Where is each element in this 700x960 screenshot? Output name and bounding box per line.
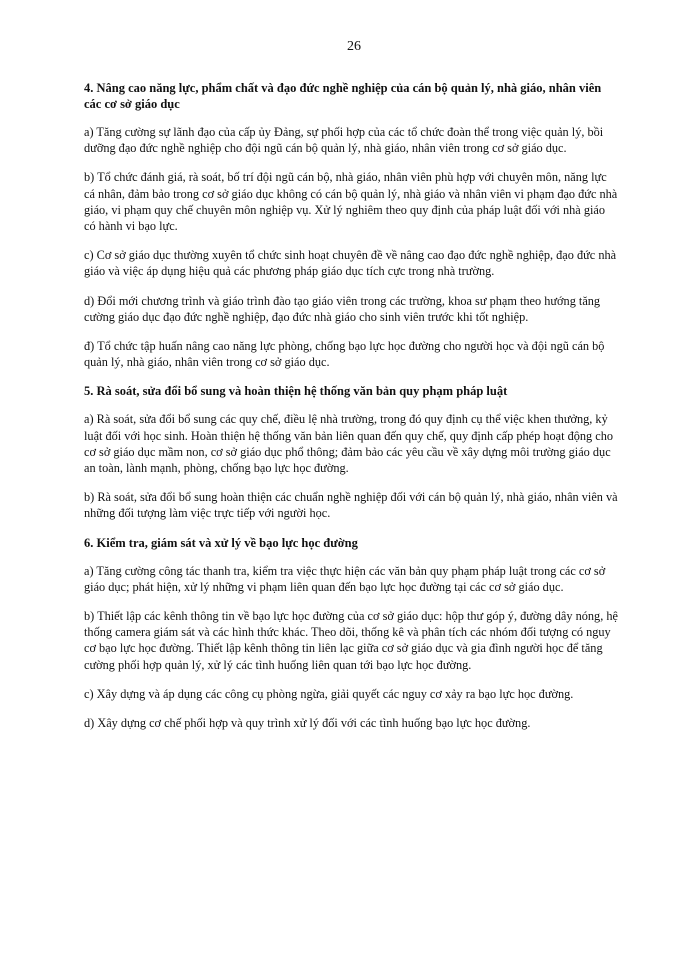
paragraph: b) Tổ chức đánh giá, rà soát, bố trí đội ngũ cán bộ, nhà giáo, nhân viên phù hợp với chuyên môn, năng lực cá nhân, đảm bảo trong cơ sở giáo dục không có cán bộ quản lý, nhà giáo và nhân viên vi phạm đạo đức nhà giáo, vi phạm quy chế chuyên môn nghiệp vụ. Xử lý nghiêm theo quy định của pháp luật đối với nhà giáo có hành vi bạo lực. bbox=[84, 170, 618, 234]
section-6 bbox=[84, 535, 618, 732]
paragraph: b) Rà soát, sửa đổi bổ sung hoàn thiện các chuẩn nghề nghiệp đối với cán bộ quản lý, nhà giáo, nhân viên và những đối tượng làm việc trực tiếp với người học. bbox=[84, 490, 618, 521]
paragraph: c) Cơ sở giáo dục thường xuyên tổ chức sinh hoạt chuyên đề về nâng cao đạo đức nghề nghiệp, đạo đức nhà giáo và việc áp dụng hiệu quả các phương pháp giáo dục tích cực trong nhà trường. bbox=[84, 248, 617, 279]
section-heading: 4. Nâng cao năng lực, phẩm chất và đạo đức nghề nghiệp của cán bộ quản lý, nhà giáo, nhân viên các cơ sở giáo dục bbox=[84, 81, 602, 111]
paragraph: a) Tăng cường công tác thanh tra, kiểm tra việc thực hiện các văn bản quy phạm pháp luật trong các cơ sở giáo dục; phát hiện, xử lý những vi phạm liên quan đến bạo lực học đường tại các cơ sở giáo dục. bbox=[84, 563, 606, 594]
section-heading: 6. Kiểm tra, giám sát và xử lý về bạo lực học đường bbox=[84, 535, 358, 550]
page-number: 26 bbox=[347, 39, 361, 54]
paragraph: a) Tăng cường sự lãnh đạo của cấp ủy Đảng, sự phối hợp của các tổ chức đoàn thể trong việc quản lý, bồi dưỡng đạo đức nghề nghiệp cho đội ngũ cán bộ quản lý, nhà giáo, nhân viên trong cơ sở giáo dục. bbox=[84, 125, 604, 156]
paragraph: d) Xây dựng cơ chế phối hợp và quy trình xử lý đối với các tình huống bạo lực học đường. bbox=[84, 716, 531, 731]
paragraph: c) Xây dựng và áp dụng các công cụ phòng ngừa, giải quyết các nguy cơ xảy ra bạo lực học đường. bbox=[84, 686, 574, 701]
paragraph: d) Đổi mới chương trình và giáo trình đào tạo giáo viên trong các trường, khoa sư phạm theo hướng tăng cường giáo dục đạo đức nghề nghiệp, đạo đức nhà giáo cho sinh viên trước khi tốt nghiệp. bbox=[84, 293, 601, 324]
paragraph: đ) Tổ chức tập huấn nâng cao năng lực phòng, chống bạo lực học đường cho người học và đội ngũ cán bộ quản lý, nhà giáo, nhân viên trong cơ sở giáo dục. bbox=[84, 339, 605, 370]
paragraph: b) Thiết lập các kênh thông tin về bạo lực học đường của cơ sở giáo dục: hộp thư góp ý, đường dây nóng, hệ thống camera giám sát và các hình thức khác. Theo dõi, thống kê và phân tích các nhóm đối tượng có nguy cơ bạo lực học đường. Thiết lập kênh thông tin liên lạc giữa cơ sở giáo dục và gia đình người học để tăng cường phối hợp quản lý, xử lý các tình huống liên quan tới bạo lực học đường. bbox=[84, 609, 618, 672]
section-heading: 5. Rà soát, sửa đổi bổ sung và hoàn thiện hệ thống văn bản quy phạm pháp luật bbox=[84, 384, 508, 399]
section-5 bbox=[84, 383, 618, 521]
paragraph: a) Rà soát, sửa đổi bổ sung các quy chế, điều lệ nhà trường, trong đó quy định cụ thể việc khen thưởng, kỷ luật đối với học sinh. Hoàn thiện hệ thống văn bản liên quan đến quy chế, quy định cấp phép hoạt động cho cơ sở giáo dục mầm non, cơ sở giáo dục phổ thông; đảm bảo các yêu cầu về xây dựng môi trường giáo dục an toàn, lành mạnh, phòng, chống bạo lực học đường. bbox=[84, 412, 614, 476]
section-4 bbox=[84, 80, 618, 370]
